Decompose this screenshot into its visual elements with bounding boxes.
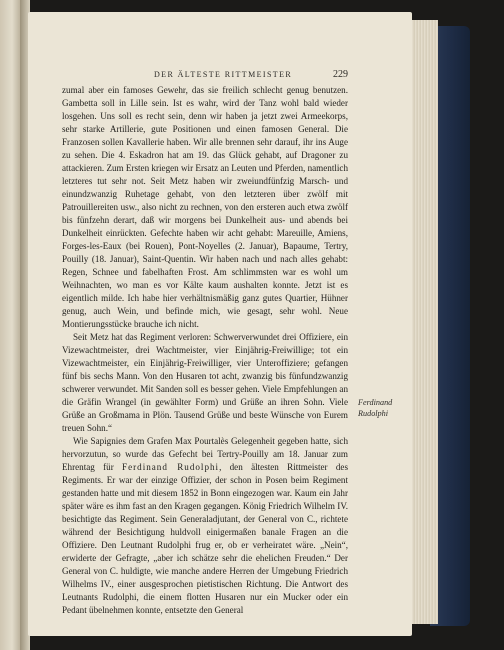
running-head: DER ÄLTESTE RITTMEISTER [154,70,293,79]
body-text [62,84,348,617]
name-ferdinand-rudolphi: Ferdinand Rudolphi [122,462,220,472]
paragraph-rudolphi [62,435,348,617]
paragraph-losses: Seit Metz hat das Regiment verloren: Schwerverwundet drei Offiziere, ein Vizewachtmeister, drei Wachtmeister, vier Einjährig-Freiwillige; tot ein Vizewachtmeister, ein Einjährig-Freiwilliger, vier Unteroffiziere; gefangen fünf bis sechs Mann. Von den Husaren tot acht, zwanzig bis fünfundzwanzig schwerer verwundet. Mit Sanden soll es besser gehen. Viele Empfehlungen an die Gräfin Wrangel (in gewählter Form) und Grüße an ihren Sohn. Viele Grüße an Großmama in Plön. Tausend Grüße und beste Wünsche von Eurem treuen Sohn.“ [62,332,348,433]
marginal-note-line1: Ferdinand [358,398,393,407]
page-number: 229 [333,69,348,80]
marginal-note [358,397,404,419]
page-header [62,70,348,84]
facing-page-edge [0,0,20,650]
paragraph-letter-end: zumal aber ein famoses Gewehr, das sie freilich schlecht genug benutzen. Gambetta soll in Lille sein. Ist es wahr, wird der Tanz wohl bald wieder losgehen. Uns soll es recht sein, denn wir haben ja jetzt zwei Armeekorps, sehr starke Artillerie, gute Positionen und einen famosen General. Die Franzosen sollen Kavallerie haben. Wir alle brennen sehr darauf, ihr ins Auge zu sehen. Die 4. Eskadron hat am 19. das Glück gehabt, auf Dragoner zu attackieren. Zum Ersten kriegen wir Ersatz an Leuten und Pferden, namentlich letzteres tut sehr not. Seit Metz haben wir zweiundfünfzig Marsch- und einundzwanzig Ruhetage gehabt, von den letzteren über zwölf mit Patrouillereiten usw., also nicht zu rechnen, von den ersteren auch etwa zwölf bis fünfzehn derart, daß wir morgens bei Dunkelheit aus- und abends bei Dunkelheit einrückten. Gefechte haben wir acht gehabt: Mareuille, Amiens, Forges-les-Eaux (bei Rouen), Pont-Noyelles (2. Januar), Bapaume, Tertry, Pouilly (18. Januar), Saint-Quentin. Wir haben nach und nach alles gehabt: Regen, Schnee und fabelhaften Frost. Am schlimmsten war es wohl um Weihnachten, wo man es vor Kälte kaum aushalten konnte. Jetzt ist es eigentlich milde. Ich habe hier verhältnismäßig ganz gutes Quartier, Hühner genug, auch Wein, und befinde mich, wie gesagt, sehr wohl. Neue Montierungsstücke brauche ich nicht. [62,85,348,329]
paragraph-rudolphi-start: Wie Sapignies dem Grafen Max Pourtalès Gelegenheit gegeben hatte, sich hervorzutun, so wurde das Gefecht bei Tertry-Pouilly am 18. Januar zum Ehrentag für [62,436,348,472]
paragraph-rudolphi-rest: , den ältesten Rittmeister des Regiments. Er war der einzige Offizier, der schon in Posen beim Regiment gestanden hatte und mit diesem 1852 in Bonn eingezogen war. Kaum ein Jahr später wäre es ihm fast an den Kragen gegangen. König Friedrich Wilhelm IV. besichtigte das Regiment. Sein Generaladjutant, der General von C., richtete während der Besichtigung huldvoll einigermaßen banale Fragen an die Offiziere. Den Leutnant Rudolphi frug er, ob er verheiratet wäre. „Nein“, erwiderte der Gefragte, „aber ich schätze sehr die ehelichen Freuden.“ Der General von C. huldigte, wie manche andere Herren der Umgebung Friedrich Wilhelms IV., einer ausgesprochen pietistischen Richtung. Die Antwort des Leutnants Rudolphi, die einem flotten Husaren nur ein Mucker oder ein Pedant übelnehmen konnte, entsetzte den General [62,462,348,615]
marginal-note-line2: Rudolphi [358,409,389,418]
